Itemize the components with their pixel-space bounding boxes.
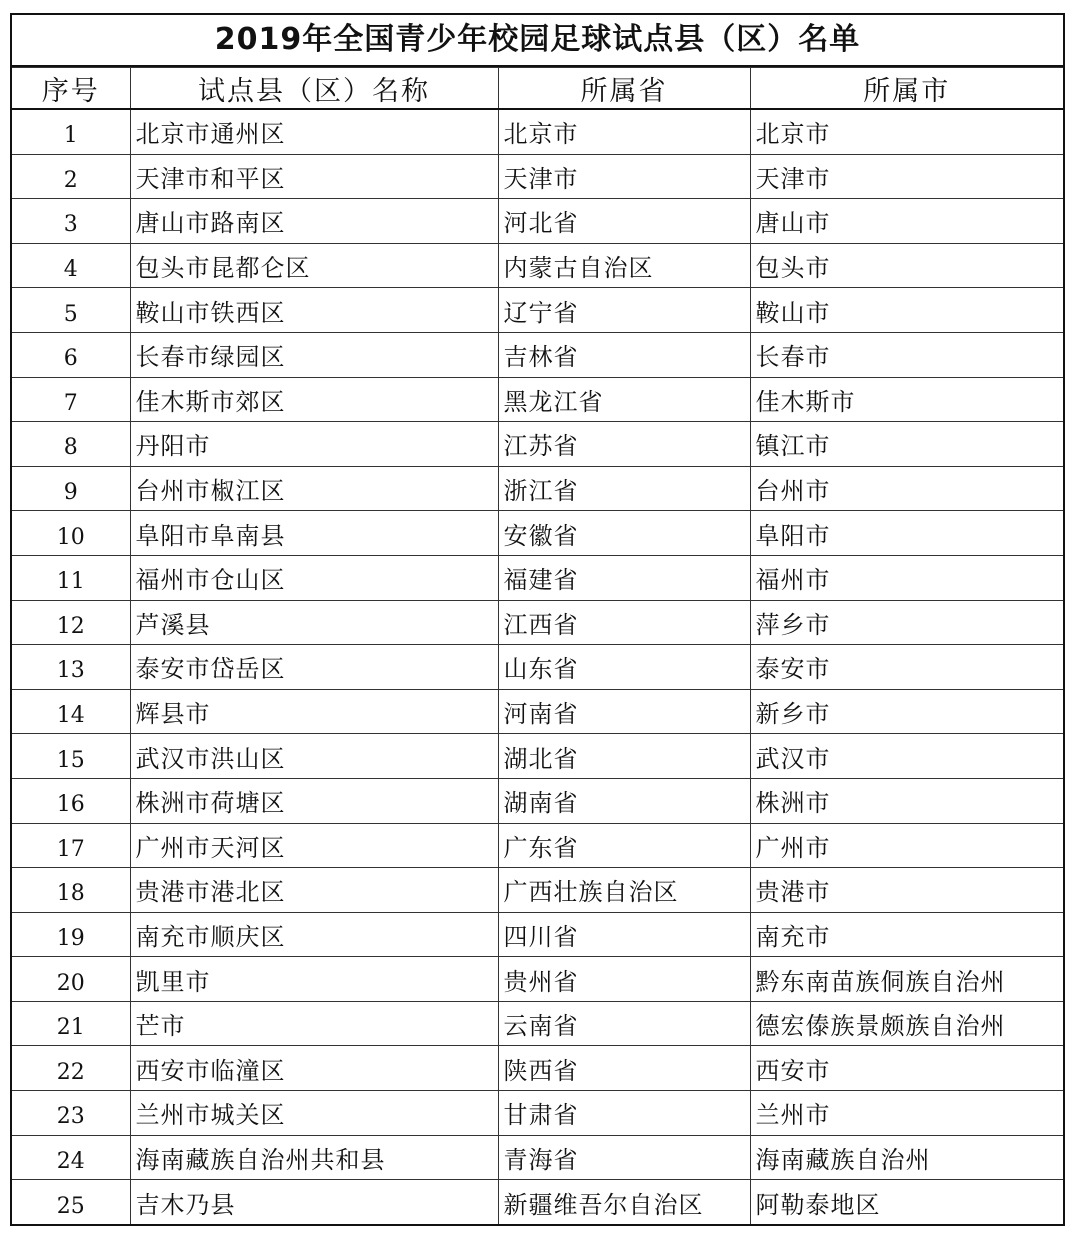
cell-serial-number: 17: [12, 823, 130, 868]
cell-county-name: 海南藏族自治州共和县: [130, 1135, 498, 1180]
cell-county-name: 鞍山市铁西区: [130, 288, 498, 333]
table-body: [12, 109, 1063, 1224]
header-serial-number: 序号: [12, 68, 130, 110]
cell-county-name: 西安市临潼区: [130, 1046, 498, 1091]
cell-province: 福建省: [498, 555, 750, 600]
cell-county-name: 泰安市岱岳区: [130, 645, 498, 690]
cell-province: 内蒙古自治区: [498, 243, 750, 288]
cell-serial-number: 11: [12, 555, 130, 600]
cell-serial-number: 12: [12, 600, 130, 645]
cell-province: 江苏省: [498, 422, 750, 467]
cell-province: 浙江省: [498, 466, 750, 511]
header-city: 所属市: [750, 68, 1063, 110]
cell-county-name: 广州市天河区: [130, 823, 498, 868]
cell-province: 吉林省: [498, 332, 750, 377]
cell-city: 黔东南苗族侗族自治州: [750, 957, 1063, 1002]
document-title: 2019年全国青少年校园足球试点县（区）名单: [12, 15, 1063, 67]
cell-province: 河南省: [498, 689, 750, 734]
cell-province: 北京市: [498, 109, 750, 154]
cell-county-name: 辉县市: [130, 689, 498, 734]
cell-province: 河北省: [498, 199, 750, 244]
cell-city: 台州市: [750, 466, 1063, 511]
table-row: [12, 555, 1063, 600]
table-row: [12, 957, 1063, 1002]
cell-county-name: 台州市椒江区: [130, 466, 498, 511]
cell-county-name: 北京市通州区: [130, 109, 498, 154]
table-row: [12, 912, 1063, 957]
cell-province: 贵州省: [498, 957, 750, 1002]
cell-county-name: 贵港市港北区: [130, 868, 498, 913]
table-row: [12, 109, 1063, 154]
cell-province: 广东省: [498, 823, 750, 868]
pilot-county-list-document: [10, 13, 1065, 1226]
cell-county-name: 兰州市城关区: [130, 1091, 498, 1136]
cell-city: 佳木斯市: [750, 377, 1063, 422]
cell-city: 北京市: [750, 109, 1063, 154]
cell-serial-number: 21: [12, 1001, 130, 1046]
cell-county-name: 唐山市路南区: [130, 199, 498, 244]
table-row: [12, 332, 1063, 377]
table-row: [12, 511, 1063, 556]
cell-serial-number: 7: [12, 377, 130, 422]
cell-serial-number: 2: [12, 154, 130, 199]
cell-city: 广州市: [750, 823, 1063, 868]
cell-county-name: 凯里市: [130, 957, 498, 1002]
cell-province: 云南省: [498, 1001, 750, 1046]
cell-province: 湖南省: [498, 778, 750, 823]
cell-city: 长春市: [750, 332, 1063, 377]
cell-serial-number: 6: [12, 332, 130, 377]
cell-county-name: 芒市: [130, 1001, 498, 1046]
table-row: [12, 600, 1063, 645]
table-row: [12, 199, 1063, 244]
cell-city: 南充市: [750, 912, 1063, 957]
cell-county-name: 佳木斯市郊区: [130, 377, 498, 422]
cell-city: 天津市: [750, 154, 1063, 199]
cell-serial-number: 14: [12, 689, 130, 734]
cell-city: 阜阳市: [750, 511, 1063, 556]
cell-serial-number: 13: [12, 645, 130, 690]
cell-city: 唐山市: [750, 199, 1063, 244]
cell-province: 广西壮族自治区: [498, 868, 750, 913]
table-row: [12, 1180, 1063, 1224]
cell-province: 新疆维吾尔自治区: [498, 1180, 750, 1224]
cell-province: 黑龙江省: [498, 377, 750, 422]
cell-city: 包头市: [750, 243, 1063, 288]
cell-serial-number: 1: [12, 109, 130, 154]
cell-city: 武汉市: [750, 734, 1063, 779]
cell-county-name: 长春市绿园区: [130, 332, 498, 377]
cell-city: 德宏傣族景颇族自治州: [750, 1001, 1063, 1046]
cell-city: 兰州市: [750, 1091, 1063, 1136]
cell-county-name: 株洲市荷塘区: [130, 778, 498, 823]
cell-city: 福州市: [750, 555, 1063, 600]
cell-county-name: 天津市和平区: [130, 154, 498, 199]
pilot-county-table: [12, 67, 1063, 1224]
cell-county-name: 福州市仓山区: [130, 555, 498, 600]
cell-serial-number: 10: [12, 511, 130, 556]
cell-serial-number: 3: [12, 199, 130, 244]
cell-province: 陕西省: [498, 1046, 750, 1091]
cell-city: 西安市: [750, 1046, 1063, 1091]
table-row: [12, 1046, 1063, 1091]
table-row: [12, 1091, 1063, 1136]
cell-city: 镇江市: [750, 422, 1063, 467]
cell-province: 湖北省: [498, 734, 750, 779]
table-header-row: [12, 68, 1063, 110]
table-row: [12, 689, 1063, 734]
cell-serial-number: 19: [12, 912, 130, 957]
cell-province: 辽宁省: [498, 288, 750, 333]
cell-county-name: 武汉市洪山区: [130, 734, 498, 779]
table-row: [12, 154, 1063, 199]
cell-serial-number: 20: [12, 957, 130, 1002]
cell-province: 青海省: [498, 1135, 750, 1180]
table-row: [12, 422, 1063, 467]
table-row: [12, 466, 1063, 511]
table-row: [12, 868, 1063, 913]
cell-city: 株洲市: [750, 778, 1063, 823]
cell-city: 贵港市: [750, 868, 1063, 913]
cell-serial-number: 5: [12, 288, 130, 333]
cell-serial-number: 22: [12, 1046, 130, 1091]
cell-city: 新乡市: [750, 689, 1063, 734]
table-row: [12, 377, 1063, 422]
cell-serial-number: 23: [12, 1091, 130, 1136]
table-row: [12, 645, 1063, 690]
cell-serial-number: 25: [12, 1180, 130, 1224]
table-row: [12, 288, 1063, 333]
cell-county-name: 阜阳市阜南县: [130, 511, 498, 556]
cell-serial-number: 18: [12, 868, 130, 913]
cell-province: 江西省: [498, 600, 750, 645]
cell-province: 甘肃省: [498, 1091, 750, 1136]
table-row: [12, 1001, 1063, 1046]
cell-serial-number: 8: [12, 422, 130, 467]
cell-serial-number: 15: [12, 734, 130, 779]
cell-city: 萍乡市: [750, 600, 1063, 645]
cell-province: 山东省: [498, 645, 750, 690]
cell-province: 四川省: [498, 912, 750, 957]
cell-county-name: 芦溪县: [130, 600, 498, 645]
cell-county-name: 包头市昆都仑区: [130, 243, 498, 288]
cell-city: 泰安市: [750, 645, 1063, 690]
cell-county-name: 丹阳市: [130, 422, 498, 467]
cell-serial-number: 4: [12, 243, 130, 288]
cell-province: 天津市: [498, 154, 750, 199]
cell-province: 安徽省: [498, 511, 750, 556]
cell-city: 鞍山市: [750, 288, 1063, 333]
cell-serial-number: 9: [12, 466, 130, 511]
cell-city: 海南藏族自治州: [750, 1135, 1063, 1180]
cell-county-name: 吉木乃县: [130, 1180, 498, 1224]
table-row: [12, 823, 1063, 868]
cell-city: 阿勒泰地区: [750, 1180, 1063, 1224]
table-row: [12, 734, 1063, 779]
table-row: [12, 1135, 1063, 1180]
table-row: [12, 243, 1063, 288]
cell-county-name: 南充市顺庆区: [130, 912, 498, 957]
header-county-name: 试点县（区）名称: [130, 68, 498, 110]
cell-serial-number: 16: [12, 778, 130, 823]
header-province: 所属省: [498, 68, 750, 110]
cell-serial-number: 24: [12, 1135, 130, 1180]
table-row: [12, 778, 1063, 823]
